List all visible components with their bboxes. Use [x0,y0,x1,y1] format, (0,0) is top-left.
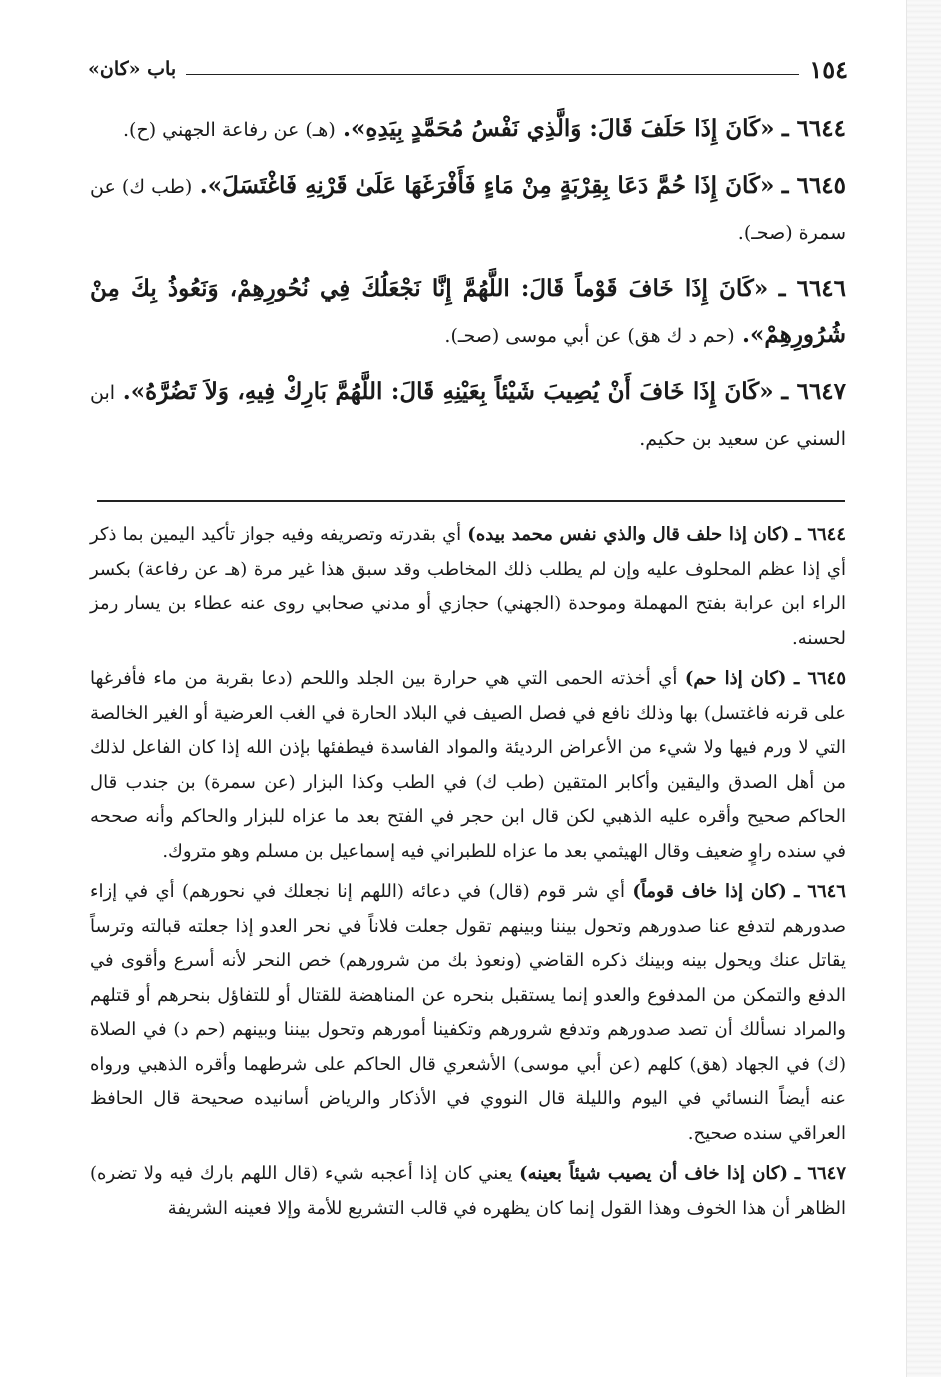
commentary-lemma: (كان إذا حلف قال والذي نفس محمد بيده) [467,524,790,545]
commentary-entry [90,875,846,1151]
commentary-body: يعني كان إذا أعجبه شيء (قال اللهم بارك فيه ولا تضره) الظاهر أن هذا الخوف وهذا القول إنما كان يظهره في قالب التشريع للأمة وإلا فعينه الشريفة [90,1163,846,1219]
hadith-source: (هـ) عن رفاعة الجهني (ح). [123,119,336,141]
hadith-source: (حم د ك هق) عن أبي موسى (صحـ). [444,325,735,347]
hadith-entry [90,163,846,256]
commentary-lemma: (كان إذا خاف قوماً) [632,881,787,902]
hadith-number: ٦٦٤٥ ـ [781,172,847,199]
commentary-body: أي أخذته الحمى التي هي حرارة بين الجلد واللحم (دعا بقربة من ماء فأفرغها على قرنه فاغتسل) بها وذلك نافع في فصل الصيف في البلاد الحارة في الغب العرضية أو الغير الخالصة التي لا ورم فيها ولا شيء من الأعراض الرديئة والمواد الفاسدة فيطفئها بإذن الله إذا كان الفاعل لذلك من أهل الصدق واليقين وأكابر المتقين (طب ك) في الطب وكذا البزار (عن سمرة) بن جندب قال الحاكم صحيح وأقره عليه الذهبي لكن قال ابن حجر في الفتح بعد ما عزاه للبزار والحاكم وأنه صححه في سنده راوٍ ضعيف وقال الهيثمي بعد ما عزاه للطبراني فيه إسماعيل بن مسلم وهو متروك. [90,668,846,862]
commentary-number: ٦٦٤٦ ـ [794,881,846,902]
page-header [88,52,848,86]
commentary-section [90,518,846,1232]
commentary-number: ٦٦٤٥ ـ [793,668,846,689]
commentary-number: ٦٦٤٤ ـ [795,524,846,545]
commentary-entry [90,662,846,869]
hadith-number: ٦٦٤٤ ـ [781,115,846,142]
commentary-body: أي بقدرته وتصريفه وفيه جواز تأكيد اليمين بما ذكر أي إذا عظم المحلوف عليه وإن لم يطلب ذلك المخاطب وقد سبق هذا غير مرة (هـ عن رفاعة) بكسر الراء ابن عرابة بفتح المهملة وموحدة (الجهني) حجازي أو مدني صحابي روى عنه عطاء بن يسار رمز لحسنه. [90,524,846,649]
hadith-text: «كَانَ إِذَا خَافَ قَوْماً قَالَ: اللَّهُمَّ إِنَّا نَجْعَلُكَ فِي نُحُورِهِمْ، وَنَعُوذُ بِكَ مِنْ شُرُورِهِمْ». [90,275,846,348]
hadith-number: ٦٦٤٧ ـ [781,378,847,405]
hadith-entry [90,369,846,462]
footnote-divider [97,500,845,502]
hadith-entry [90,106,846,153]
hadith-source: (طب ك) عن سمرة (صحـ). [90,176,846,244]
commentary-entry [90,518,846,656]
page-number: ١٥٤ [809,54,848,84]
hadith-number: ٦٦٤٦ ـ [778,275,847,302]
commentary-entry [90,1157,846,1226]
chapter-title: باب «كان» [88,58,177,80]
scan-edge [906,0,941,1377]
hadith-entry [90,266,846,359]
commentary-lemma: (كان إذا خاف أن يصيب شيئاً بعينه) [519,1163,788,1184]
hadith-text: «كَانَ إِذَا خَافَ أَنْ يُصِيبَ شَيْئاً بِعَيْنِهِ قَالَ: اللَّهُمَّ بَارِكْ فِيهِ، وَلاَ تَضُرَّهُ». [122,378,774,405]
hadith-text: «كَانَ إِذَا حُمَّ دَعَا بِقِرْبَةٍ مِنْ مَاءٍ فَأَفْرَغَهَا عَلَىٰ قَرْنِهِ فَاغْتَسَلَ». [199,172,775,199]
header-rule [186,74,799,75]
hadith-source: ابن السني عن سعيد بن حكيم. [90,382,846,450]
hadith-text: «كَانَ إِذَا حَلَفَ قَالَ: وَالَّذِي نَفْسُ مُحَمَّدٍ بِيَدِهِ». [343,115,775,142]
commentary-lemma: (كان إذا حم) [684,668,787,689]
commentary-number: ٦٦٤٧ ـ [794,1163,846,1184]
hadith-section [90,106,846,472]
commentary-body: أي شر قوم (قال) في دعائه (اللهم إنا نجعلك في نحورهم) أي في إزاء صدورهم لتدفع عنا صدورهم وتحول بيننا وبينهم تقول جعلت فلاناً في نحر العدو إذا جعلته قبالته وترساً يقاتل عنك ويحول بينه وبينك ذكره القاضي (ونعوذ بك من شرورهم) خص النحر لأنه أسرع وأقوى في الدفع والتمكن من المدفوع والعدو إنما يستقبل بنحره عن المناهضة للقتال أو للتفاؤل بنحرهم أو قتلهم والمراد نسألك أن تصد صدورهم وتدفع شرورهم وتكفينا أمورهم وتحول بيننا وبينهم (حم د) في الصلاة (ك) في الجهاد (هق) كلهم (عن أبي موسى) الأشعري قال الحاكم على شرطهما وأقره الذهبي ورواه عنه أيضاً النسائي في اليوم والليلة قال النووي في الأذكار والرياض أسانيده صحيحة قال الحافظ العراقي سنده صحيح. [90,881,846,1144]
